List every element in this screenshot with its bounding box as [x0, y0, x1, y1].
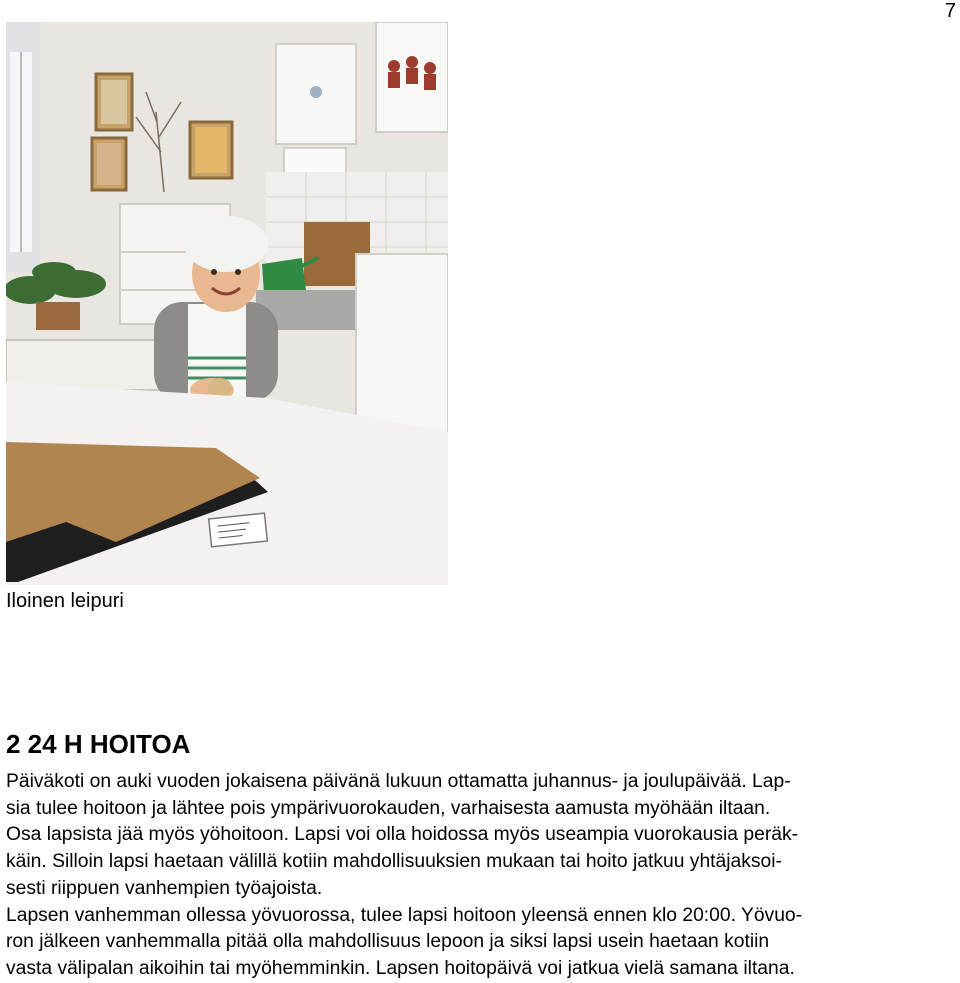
photo-child-baking [6, 22, 448, 585]
paragraph-line: Lapsen vanhemman ollessa yövuorossa, tulee lapsi hoitoon yleensä ennen klo 20:00. Yövuo- [6, 904, 803, 926]
paragraph-line: sesti riippuen vanhempien työajoista. [6, 877, 323, 899]
paragraph-line: Osa lapsista jää myös yöhoitoon. Lapsi voi olla hoidossa myös useampia vuorokausia peräk- [6, 824, 799, 846]
photo-illustration [6, 22, 448, 585]
body-text [6, 769, 956, 983]
paragraph-line: vasta välipalan aikoihin tai myöhemminkin. Lapsen hoitopäivä voi jatkua vielä samana iltana. [6, 957, 795, 979]
section-heading: 2 24 H HOITOA [6, 729, 191, 759]
paragraph-line: Päiväkoti on auki vuoden jokaisena päivänä lukuun ottamatta juhannus- ja joulupäivää. Lap- [6, 771, 791, 792]
watering-can [262, 258, 306, 294]
page-number: 7 [944, 0, 956, 22]
paragraph-line: ron jälkeen vanhemmalla pitää olla mahdollisuus lepoon ja siksi lapsi usein haetaan kotiin [6, 931, 770, 953]
paragraph-line: käin. Silloin lapsi haetaan välillä kotiin mahdollisuuksien mukaan tai hoito jatkuu yhtäjaksoi- [6, 851, 782, 873]
kitchen-cabinet [356, 254, 448, 444]
photo-caption: Iloinen leipuri [6, 590, 124, 612]
paragraph-line: sia tulee hoitoon ja lähtee pois ympärivuorokauden, varhaisesta aamusta myöhään iltaan. [6, 797, 771, 819]
low-cabinet [6, 340, 166, 390]
